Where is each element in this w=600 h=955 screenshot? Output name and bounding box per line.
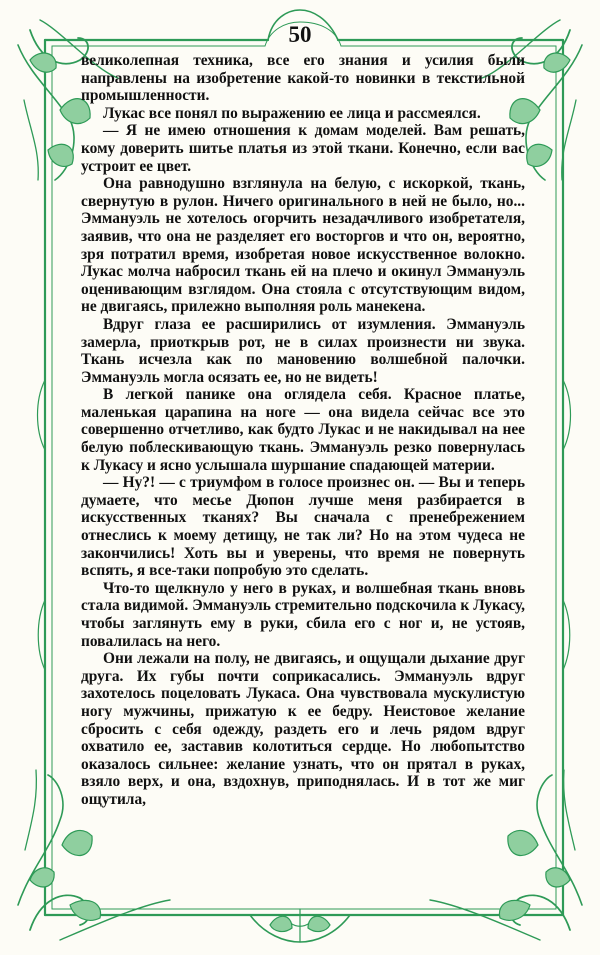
paragraph: — Ну?! — с триумфом в голосе произнес он. — Вы и теперь думаете, что месье Дюпон лучше меня разбирается в искусственных тканях? Вы сначала с пренебрежением отнеслись к моему детищу, не так ли? Но на этом чудеса не закончились! Хоть вы и уверены, что время не повернуть вспять, я все-таки попробую это сделать. — [81, 474, 525, 580]
page-number: 50 — [288, 22, 312, 47]
paragraph: Она равнодушно взглянула на белую, с искоркой, ткань, свернутую в рулон. Ничего оригинального в ней не было, но... Эммануэль не хотелось огорчить незадачливого изобретателя, заявив, что она не разделяет его восторгов и что он, вероятно, зря потратил время, изобретая новое искусственное волокно. Лукас молча набросил ткань ей на плечо и окинул Эммануэль оценивающим взглядом. Она стояла с отсутствующим видом, не двигаясь, прилежно выполняя роль манекена. — [81, 175, 525, 316]
paragraph: Вдруг глаза ее расширились от изумления. Эммануэль замерла, приоткрыв рот, не в силах произнести ни звука. Ткань исчезла как по мановению волшебной палочки. Эммануэль могла осязать ее, но не видеть! — [81, 315, 525, 386]
paragraph: Они лежали на полу, не двигаясь, и ощущали дыхание друг друга. Их губы почти соприкасались. Эммануэль вдруг захотелось поцеловать Лукаса. Она чувствовала мускулистую ногу мужчины, прижатую к ее бедру. Неистовое желание сбросить с себя одежду, раздеть его и лечь рядом вдруг охватило ее, заставив колотиться сердце. Но любопытство оказалось сильнее: желание узнать, что он прятал в руках, взяло верх, и она, вздохнув, приподнялась. И в тот же миг ощутила, — [81, 650, 525, 808]
paragraph: великолепная техника, все его знания и усилия были направлены на изобретение какой-то новинки в текстильной промышленности. — [81, 52, 525, 105]
paragraph: Что-то щелкнуло у него в руках, и волшебная ткань вновь стала видимой. Эммануэль стремительно подскочила к Лукасу, чтобы заглянуть ему в руки, сбила его с ног и, не устояв, повалилась на него. — [81, 579, 525, 650]
paragraph: — Я не имею отношения к домам моделей. Вам решать, кому доверить шитье платья из этой ткани. Конечно, если вас устроит ее цвет. — [81, 122, 525, 175]
paragraph: В легкой панике она оглядела себя. Красное платье, маленькая царапина на ноге — она видела сейчас все это совершенно отчетливо, как будто Лукас и не накидывал на нее белую поблескивающую ткань. Эммануэль резко повернулась к Лукасу и ясно услышала шуршание спадающей материи. — [81, 386, 525, 474]
paragraph: Лукас все понял по выражению ее лица и рассмеялся. — [103, 104, 481, 122]
body-text — [81, 52, 525, 809]
